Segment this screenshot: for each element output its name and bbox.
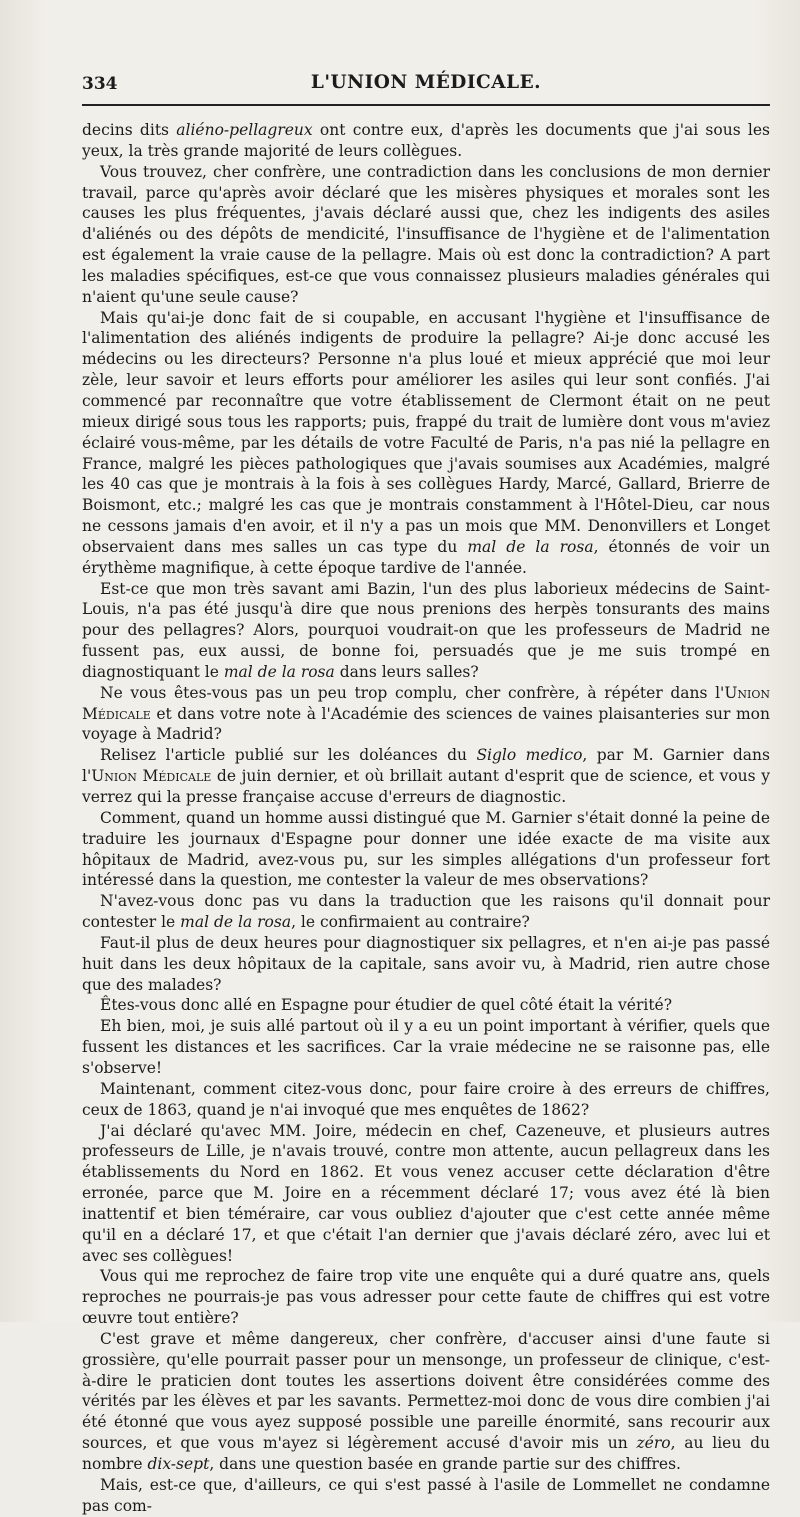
text-run: decins dits xyxy=(82,121,177,139)
text-run: Mais qu'ai-je donc fait de si coupable, en accusant l'hygiène et l'insuffisance de l'alimentation des aliénés indigents de produire la pellagre? Ai-je donc accusé les médecins ou les directeurs? Personne n'a plus loué et mieux apprécié que moi leur zèle, leur savoir et leurs efforts pour améliorer les asiles qui leur sont confiés. J'ai commencé par reconnaître que votre établissement de Clermont était on ne peut mieux dirigé sous tous les rapports; puis, frappé du trait de lumière dont vous m'aviez éclairé vous-même, par les détails de votre Faculté de Paris, n'a pas nié la pellagre en France, malgré les pièces pathologiques que j'avais soumises aux Académies, malgré les 40 cas que je montrais à la fois à ses collègues Hardy, Marcé, Gallard, Brierre de Boismont, etc.; malgré les cas que je montrais constamment à l'Hôtel-Dieu, car nous ne cessons jamais d'en avoir, et il n'y a pas un mois que MM. Denonvillers et Longet observaient dans mes salles un cas type du xyxy=(82,308,770,556)
paragraph xyxy=(82,579,770,683)
text-run: et dans votre note à l'Académie des sciences de vaines plaisanteries sur mon voyage à Madrid? xyxy=(82,704,770,744)
paragraph xyxy=(82,683,770,746)
page-header xyxy=(82,70,770,100)
paragraph xyxy=(82,1079,770,1121)
paragraph xyxy=(82,1329,770,1475)
text-run: Ne vous êtes-vous pas un peu trop complu, cher confrère, à répéter dans l' xyxy=(100,683,725,702)
small-caps-text: Union Médicale xyxy=(82,683,770,723)
paragraph xyxy=(82,1121,770,1267)
paragraph xyxy=(82,1475,770,1517)
page-number: 334 xyxy=(82,74,118,94)
italic-text: Siglo medico xyxy=(476,746,583,765)
italic-text: aliéno-pellagreux xyxy=(176,121,313,139)
text-run: Eh bien, moi, je suis allé partout où il y a eu un point important à vérifier, quels que fussent les distances et les sacrifices. Car la vraie médecine ne se raisonne pas, elle s'observe! xyxy=(82,1017,770,1077)
italic-text: mal de la rosa xyxy=(467,537,594,556)
text-run: de juin dernier, et où brillait autant d'esprit que de science, et vous y verrez qui la presse française accuse d'erreurs de diagnostic. xyxy=(82,767,770,806)
header-rule xyxy=(82,104,770,106)
text-run: dans leurs salles? xyxy=(334,662,479,681)
text-run: , le confirmaient au contraire? xyxy=(291,913,530,932)
paragraph xyxy=(82,120,770,162)
text-run: , dans une question basée en grande partie sur des chiffres. xyxy=(209,1455,681,1473)
text-run: C'est grave et même dangereux, cher confrère, d'accuser ainsi d'une faute si grossière, qu'elle pourrait passer pour un mensonge, un professeur de clinique, c'est-à-dire le praticien dont toutes les assertions doivent être considérées comme des vérités par les élèves et par les savants. Permettez-moi donc de vous dire combien j'ai été étonné que vous ayez supposé possible une pareille énormité, sans recourir aux sources, et que vous m'ayez si légèrement accusé d'avoir mis un xyxy=(82,1329,770,1453)
text-run: , par M. Garnier dans l' xyxy=(82,746,770,786)
paragraph xyxy=(82,995,770,1016)
small-caps-text: Union Médicale xyxy=(91,767,212,786)
paragraph xyxy=(82,745,770,808)
paragraph xyxy=(82,933,770,996)
text-run: N'avez-vous donc pas vu dans la traduction que les raisons qu'il donnait pour contester le xyxy=(82,892,770,932)
italic-text: zéro xyxy=(636,1434,671,1453)
text-run: Relisez l'article publié sur les doléances du xyxy=(100,746,477,765)
italic-text: mal de la rosa xyxy=(223,662,335,681)
italic-text: dix-sept xyxy=(147,1455,210,1473)
body-text xyxy=(82,120,770,1517)
paragraph xyxy=(82,1016,770,1079)
text-run: ont contre eux, d'après les documents que j'ai sous les yeux, la très grande majorité de leurs collègues. xyxy=(82,121,770,160)
paragraph xyxy=(82,1266,770,1329)
paragraph xyxy=(82,808,770,891)
paragraph xyxy=(82,308,770,579)
running-title: L'UNION MÉDICALE. xyxy=(310,72,542,93)
text-run: Vous qui me reprochez de faire trop vite une enquête qui a duré quatre ans, quels reproches ne pourrais-je pas vous adresser pour cette faute de chiffres qui est votre œuvre tout entière? xyxy=(82,1267,770,1328)
text-run: Maintenant, comment citez-vous donc, pour faire croire à des erreurs de chiffres, ceux de 1863, quand je n'ai invoqué que mes enquêtes de 1862? xyxy=(82,1079,770,1119)
paragraph xyxy=(82,891,770,933)
text-run: Faut-il plus de deux heures pour diagnostiquer six pellagres, et n'en ai-je pas passé huit dans les deux hôpitaux de la capitale, sans avoir vu, à Madrid, rien autre chose que des malades? xyxy=(82,933,770,994)
text-run: , au lieu du nombre xyxy=(82,1434,770,1473)
text-run: Est-ce que mon très savant ami Bazin, l'un des plus laborieux médecins de Saint-Louis, n'a pas été jusqu'à dire que nous prenions des herpès tonsurants des mains pour des pellagres? Alors, pourquoi voudrait-on que les professeurs de Madrid ne fussent pas, eux aussi, de bonne foi, persuadés que je me suis trompé en diagnostiquant le xyxy=(82,579,770,681)
text-run: , étonnés de voir un érythème magnifique, à cette époque tardive de l'année. xyxy=(82,537,770,577)
text-run: Comment, quand un homme aussi distingué que M. Garnier s'était donné la peine de traduire les journaux d'Espagne pour donner une idée exacte de ma visite aux hôpitaux de Madrid, avez-vous pu, sur les simples allégations d'un professeur fort intéressé dans la question, me contester la valeur de mes observations? xyxy=(82,808,770,890)
text-run: J'ai déclaré qu'avec MM. Joire, médecin en chef, Cazeneuve, et plusieurs autres professeurs de Lille, je n'avais trouvé, contre mon attente, aucun pellagreux dans les établissements du Nord en 1862. Et vous venez accuser cette déclaration d'être erronée, parce que M. Joire en a récemment déclaré 17; vous avez été là bien inattentif et bien téméraire, car vous oubliez d'ajouter que c'est cette année même qu'il en a déclaré 17, et que c'était l'an dernier que j'avais déclaré zéro, avec lui et avec ses collègues! xyxy=(82,1121,770,1265)
paragraph xyxy=(82,162,770,308)
italic-text: mal de la rosa xyxy=(180,913,292,932)
text-run: Vous trouvez, cher confrère, une contradiction dans les conclusions de mon dernier travail, parce qu'après avoir déclaré que les misères physiques et morales sont les causes les plus fréquentes, j'avais déclaré aussi que, chez les indigents des asiles d'aliénés ou des dépôts de mendicité, l'insuffisance de l'hygiène et de l'alimentation est également la vraie cause de la pellagre. Mais où est donc la contradiction? A part les maladies spécifiques, est-ce que vous connaissez plusieurs maladies générales qui n'aient qu'une seule cause? xyxy=(82,162,770,306)
text-run: Mais, est-ce que, d'ailleurs, ce qui s'est passé à l'asile de Lommellet ne condamne pas com- xyxy=(82,1475,770,1515)
text-run: Êtes-vous donc allé en Espagne pour étudier de quel côté était la vérité? xyxy=(100,996,673,1015)
